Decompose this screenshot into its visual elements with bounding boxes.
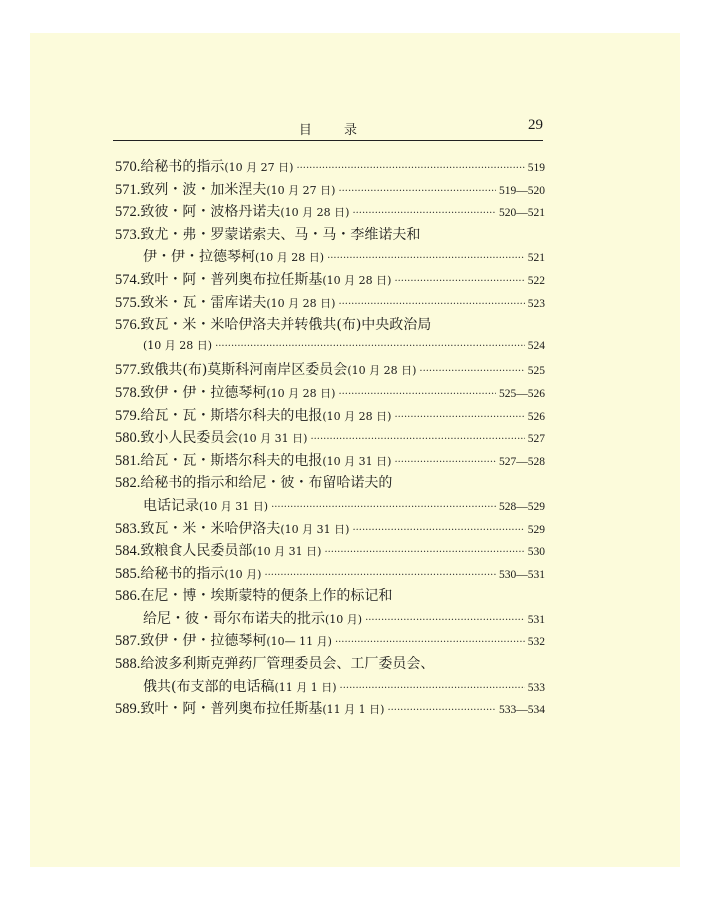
entry-date: (10 月 28 日)	[255, 251, 325, 265]
entry-number: 577.	[115, 362, 141, 379]
entry-date: (10 月 31 日)	[280, 522, 350, 536]
toc-entry-continuation	[115, 337, 545, 360]
dot-leader	[352, 525, 524, 536]
dot-leader	[419, 366, 524, 377]
entry-page: 529	[527, 523, 545, 536]
entry-number: 587.	[115, 633, 141, 650]
entry-title: 致瓦・米・米哈伊洛夫并转俄共(布)中央政治局	[140, 317, 432, 334]
entry-page: 523	[527, 297, 545, 310]
header-title: 目 录	[298, 123, 372, 138]
entry-number: 573.	[115, 226, 141, 243]
toc-entry	[115, 382, 545, 405]
entry-date: (10 月 28 日)	[266, 386, 336, 400]
entry-page: 532	[527, 636, 545, 649]
dot-leader	[365, 615, 525, 626]
entry-page: 530—531	[499, 568, 545, 581]
entry-page: 521	[527, 252, 545, 265]
dot-leader	[352, 208, 496, 219]
dot-leader	[387, 705, 496, 716]
dot-leader	[271, 502, 496, 513]
running-header	[113, 118, 543, 141]
entry-page: 533	[527, 681, 545, 694]
toc-entry	[115, 450, 545, 473]
entry-title: 致瓦・米・米哈伊洛夫	[140, 520, 281, 537]
entry-title: 致俄共(布)莫斯科河南岸区委员会	[140, 362, 348, 379]
entry-title: 致彼・阿・波格丹诺夫	[140, 204, 281, 221]
toc-entry	[115, 472, 545, 495]
table-of-contents	[115, 156, 545, 721]
entry-number: 588.	[115, 656, 141, 673]
entry-title-cont: 伊・伊・拉德琴柯	[143, 249, 255, 266]
entry-page: 522	[527, 274, 545, 287]
dot-leader	[215, 341, 525, 352]
entry-number: 570.	[115, 159, 141, 175]
entry-page: 527	[527, 433, 545, 446]
entry-title: 致伊・伊・拉德琴柯	[140, 384, 267, 401]
toc-entry	[115, 359, 545, 382]
entry-date: (10 月 28 日)	[322, 273, 392, 287]
entry-number: 574.	[115, 271, 141, 288]
dot-leader	[394, 457, 496, 468]
entry-number: 576.	[115, 317, 141, 334]
header-page-number: 29	[528, 117, 543, 133]
toc-entry	[115, 201, 545, 224]
entry-title-cont: 电话记录	[143, 497, 199, 514]
toc-entry	[115, 292, 545, 315]
entry-date: (10 月 28 日)	[143, 338, 213, 352]
dot-leader	[296, 163, 524, 174]
entry-date: (10 月 28 日)	[266, 296, 336, 310]
entry-date: (10 月 31 日)	[252, 545, 322, 559]
entry-page: 531	[527, 613, 545, 626]
entry-date: (11 月 1 日)	[274, 680, 337, 694]
entry-number: 575.	[115, 294, 141, 311]
toc-entry	[115, 156, 545, 179]
entry-title: 致列・波・加米涅夫	[140, 181, 267, 198]
entry-number: 580.	[115, 430, 141, 447]
entry-date: (10 月)	[224, 567, 262, 581]
entry-number: 583.	[115, 520, 141, 537]
entry-title-cont: 给尼・彼・哥尔布诺夫的批示	[143, 610, 325, 627]
entry-date: (10— 11 月)	[266, 635, 332, 649]
dot-leader	[340, 683, 525, 694]
entry-title: 在尼・博・埃斯蒙特的便条上作的标记和	[140, 588, 393, 605]
entry-page: 519—520	[499, 184, 545, 197]
entry-number: 586.	[115, 588, 141, 605]
dot-leader	[335, 637, 525, 648]
dot-leader	[338, 186, 496, 197]
entry-page: 526	[527, 410, 545, 423]
toc-entry	[115, 585, 545, 608]
toc-entry-continuation	[115, 676, 545, 699]
toc-entry	[115, 269, 545, 292]
toc-entry	[115, 518, 545, 541]
dot-leader	[338, 389, 496, 400]
entry-number: 571.	[115, 181, 141, 198]
entry-page: 525	[527, 365, 545, 378]
toc-entry	[115, 179, 545, 202]
entry-number: 579.	[115, 407, 141, 424]
entry-title-cont: 俄共(布支部的电话稿	[143, 678, 275, 695]
toc-entry-continuation	[115, 246, 545, 269]
entry-title: 致小人民委员会	[140, 430, 239, 447]
entry-number: 581.	[115, 452, 141, 469]
entry-number: 584.	[115, 543, 141, 560]
toc-entry	[115, 563, 545, 586]
entry-date: (10 月 31 日)	[322, 454, 392, 468]
entry-page: 519	[527, 162, 545, 174]
entry-title: 致叶・阿・普列奥布拉任斯基	[140, 701, 323, 718]
entry-title: 致伊・伊・拉德琴柯	[140, 633, 267, 650]
entry-number: 578.	[115, 384, 141, 401]
entry-title: 致粮食人民委员部	[140, 543, 253, 560]
toc-entry	[115, 405, 545, 428]
toc-entry	[115, 653, 545, 676]
entry-title: 给瓦・瓦・斯塔尔科夫的电报	[140, 452, 323, 469]
entry-number: 589.	[115, 701, 141, 718]
dot-leader	[394, 412, 524, 423]
toc-entry	[115, 540, 545, 563]
entry-title: 致叶・阿・普列奥布拉任斯基	[140, 271, 323, 288]
dot-leader	[327, 253, 525, 264]
dot-leader	[324, 547, 524, 558]
toc-entry	[115, 698, 545, 721]
entry-page: 530	[527, 546, 545, 559]
entry-title: 致尤・弗・罗蒙诺索夫、马・马・李维诺夫和	[140, 226, 421, 243]
toc-entry	[115, 427, 545, 450]
entry-page: 524	[527, 339, 545, 352]
toc-entry-continuation	[115, 608, 545, 631]
entry-title: 给秘书的指示	[140, 565, 225, 582]
entry-title: 致米・瓦・雷库诺夫	[140, 294, 267, 311]
toc-entry-continuation	[115, 495, 545, 518]
entry-date: (10 月 31 日)	[199, 499, 269, 513]
entry-title: 给秘书的指示和给尼・彼・布留哈诺夫的	[140, 475, 393, 492]
entry-title: 给秘书的指示	[140, 159, 225, 175]
dot-leader	[310, 434, 524, 445]
entry-date: (10 月 31 日)	[238, 432, 308, 446]
toc-entry	[115, 314, 545, 337]
dot-leader	[394, 276, 524, 287]
entry-title: 给瓦・瓦・斯塔尔科夫的电报	[140, 407, 323, 424]
entry-date: (10 月 27 日)	[266, 183, 336, 197]
entry-page: 528—529	[499, 500, 545, 513]
entry-page: 520—521	[499, 207, 545, 220]
entry-title: 给波多利斯克弹药厂管理委员会、工厂委员会、	[140, 656, 435, 673]
entry-number: 582.	[115, 475, 141, 492]
entry-page: 525—526	[499, 387, 545, 400]
dot-leader	[264, 570, 496, 581]
entry-date: (10 月 27 日)	[224, 161, 294, 174]
toc-entry	[115, 224, 545, 247]
entry-date: (10 月)	[325, 612, 363, 626]
entry-page: 527—528	[499, 455, 545, 468]
entry-date: (10 月 28 日)	[322, 409, 392, 423]
entry-number: 572.	[115, 204, 141, 221]
entry-number: 585.	[115, 565, 141, 582]
entry-date: (11 月 1 日)	[322, 703, 385, 717]
entry-date: (10 月 28 日)	[280, 206, 350, 220]
entry-date: (10 月 28 日)	[347, 364, 417, 378]
toc-entry	[115, 630, 545, 653]
entry-page: 533—534	[499, 704, 545, 717]
dot-leader	[338, 299, 524, 310]
